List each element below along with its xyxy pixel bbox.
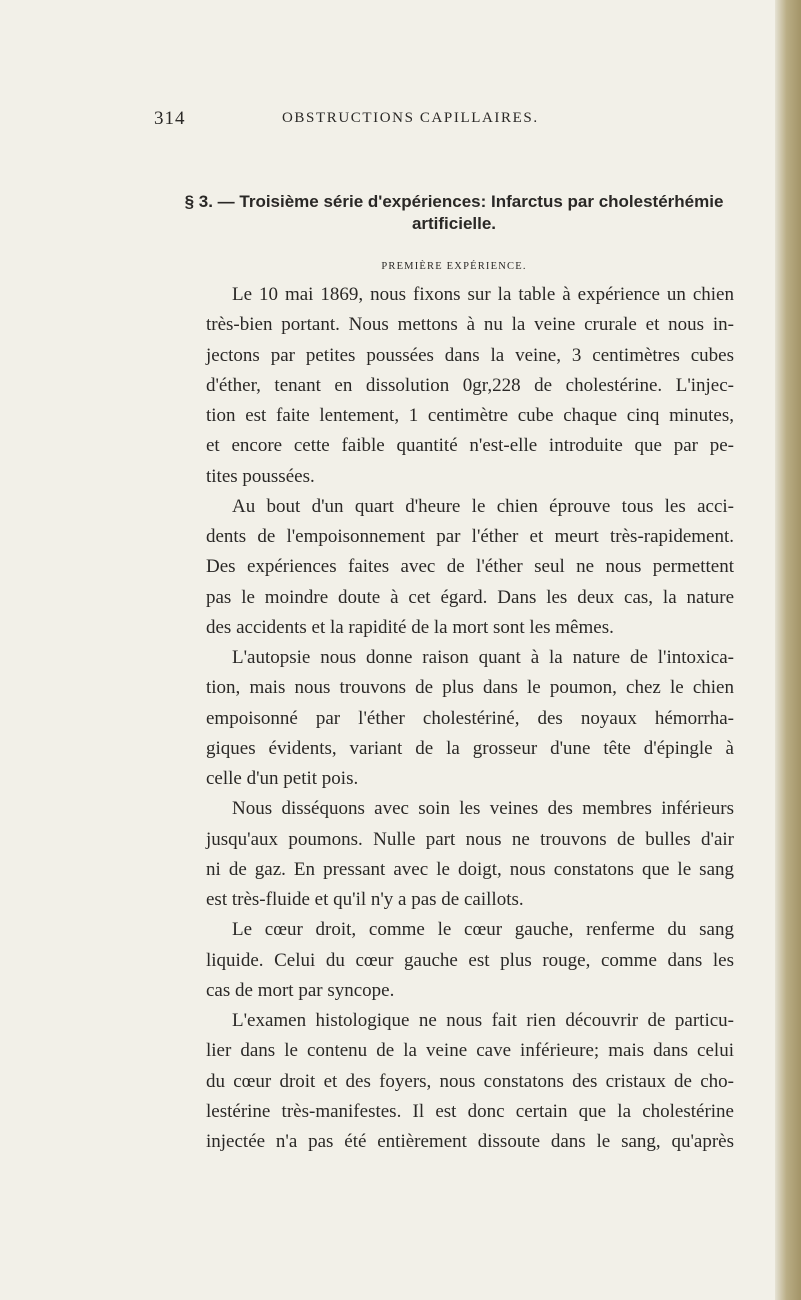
text-line: cas de mort par syncope. [206,979,395,1001]
running-head [154,108,674,138]
text-line: liquide. Celui du cœur gauche est plus rouge, comme dans les [206,949,734,971]
page-edge [775,0,801,1300]
text-line: jusqu'aux poumons. Nulle part nous ne trouvons de bulles d'air [206,828,734,850]
section-heading-line: artificielle. [411,214,497,233]
text-line: pas le moindre doute à cet égard. Dans les deux cas, la nature [206,586,734,608]
text-line: Le cœur droit, comme le cœur gauche, renferme du sang [232,919,734,941]
running-title: OBSTRUCTIONS CAPILLAIRES. [282,110,539,126]
section-heading [176,191,732,235]
text-line: d'éther, tenant en dissolution 0gr,228 de cholestérine. L'injec- [206,374,734,396]
text-line: L'examen histologique ne nous fait rien découvrir de particu- [232,1010,734,1031]
text-line: lestérine très-manifestes. Il est donc certain que la cholestérine [206,1100,734,1122]
text-line: tites poussées. [206,465,315,487]
body-text [206,280,734,1157]
text-line: tion est faite lentement, 1 centimètre cube chaque cinq minutes, [206,405,734,426]
text-line: empoisonné par l'éther cholestériné, des noyaux hémorrha- [206,707,734,729]
text-line: dents de l'empoisonnement par l'éther et meurt très-rapidement. [206,526,734,547]
text-line: et encore cette faible quantité n'est-elle introduite que par pe- [206,435,734,457]
page-number: 314 [154,108,186,129]
text-line: des accidents et la rapidité de la mort sont les mêmes. [206,616,614,638]
text-line: très-bien portant. Nous mettons à nu la veine crurale et nous in- [206,314,734,336]
text-line: injectée n'a pas été entièrement dissoute dans le sang, qu'après [206,1131,734,1152]
text-line: du cœur droit et des foyers, nous constatons des cristaux de cho- [206,1070,734,1092]
text-line: Des expériences faites avec de l'éther seul ne nous permettent [206,556,734,578]
experiment-label: PREMIÈRE EXPÉRIENCE. [381,261,527,272]
text-line: Nous disséquons avec soin les veines des membres inférieurs [232,798,734,820]
text-line: ni de gaz. En pressant avec le doigt, nous constatons que le sang [206,858,734,880]
text-line: jectons par petites poussées dans la veine, 3 centimètres cubes [206,344,734,366]
text-line: lier dans le contenu de la veine cave inférieure; mais dans celui [206,1040,734,1062]
text-line: giques évidents, variant de la grosseur d'une tête d'épingle à [206,737,734,759]
section-heading-line: § 3. — Troisième série d'expériences: Infarctus par cholestérhémie [184,192,724,211]
text-line: Le 10 mai 1869, nous fixons sur la table à expérience un chien [232,284,734,305]
text-line: L'autopsie nous donne raison quant à la nature de l'intoxica- [232,647,734,668]
text-line: est très-fluide et qu'il n'y a pas de caillots. [206,889,524,910]
text-line: celle d'un petit pois. [206,768,359,789]
text-line: Au bout d'un quart d'heure le chien éprouve tous les acci- [232,495,734,517]
text-line: tion, mais nous trouvons de plus dans le poumon, chez le chien [206,677,734,699]
